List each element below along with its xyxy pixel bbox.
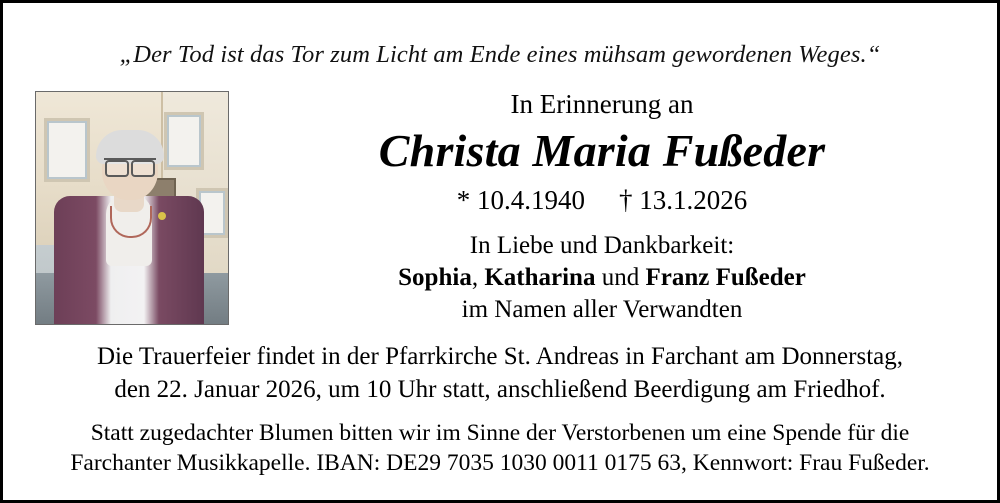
family-name-1: Sophia [398,264,472,291]
donation-line-1: Statt zugedachter Blumen bitten wir im Sinne der Verstorbenen um eine Spende für die [90,420,910,446]
donation-line-2: Farchanter Musikkapelle. IBAN: DE29 7035 1030 0011 0175 63, Kennwort: Frau Fußeder. [70,450,930,477]
ceremony-details [29,341,971,406]
upper-section [3,87,997,325]
photo-glasses [104,158,156,174]
gratitude-line: In Liebe und Dankbarkeit: [469,232,735,259]
on-behalf-line: im Namen aller Verwandten [461,296,743,323]
memorial-text-block [231,87,963,324]
photo-brooch [158,212,166,220]
family-separator-1: , [471,264,485,291]
family-name-2: Katharina [484,264,596,291]
portrait-photo [35,91,229,325]
family-name-3: Franz Fußeder [645,264,806,291]
lower-section [3,341,997,478]
death-date: † 13.1.2026 [619,185,748,215]
photo-container [35,87,231,325]
family-names [241,264,963,292]
birth-date: * 10.4.1940 [456,185,585,215]
life-dates [241,185,963,216]
donation-details [29,418,971,478]
quote-text: „Der Tod ist das Tor zum Licht am Ende eines mühsam gewordenen Weges.“ [119,41,881,68]
deceased-name: Christa Maria Fußeder [378,125,826,176]
ceremony-line-2: den 22. Januar 2026, um 10 Uhr statt, anschließend Beerdigung am Friedhof. [114,375,886,403]
photo-person [54,128,204,324]
in-memory-label: In Erinnerung an [510,89,694,119]
ceremony-line-1: Die Trauerfeier findet in der Pfarrkirche St. Andreas in Farchant am Donnerstag, [96,343,903,370]
family-separator-2: und [595,264,646,291]
